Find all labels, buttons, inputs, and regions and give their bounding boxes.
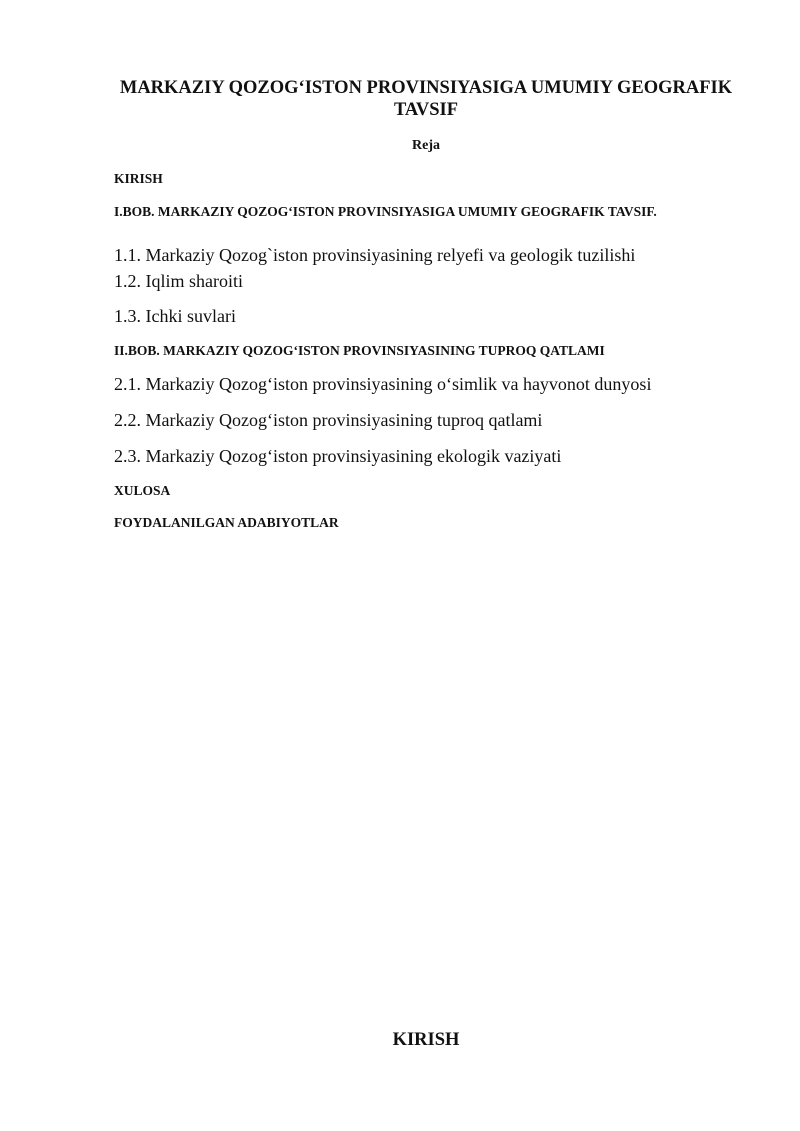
section-heading-intro: KIRISH [392, 1030, 460, 1050]
toc-chapter-2: II.BOB. MARKAZIY QOZOG‘ISTON PROVINSIYASINING TUPROQ QATLAMI [114, 343, 605, 358]
toc-item-2-3: 2.3. Markaziy Qozog‘iston provinsiyasining ekologik vaziyati [114, 446, 562, 466]
toc-intro: KIRISH [114, 171, 163, 186]
toc-item-1-2: 1.2. Iqlim sharoiti [114, 271, 243, 291]
toc-conclusion: XULOSA [114, 483, 171, 498]
plan-label: Reja [412, 138, 440, 153]
toc-item-2-2: 2.2. Markaziy Qozog‘iston provinsiyasining tuproq qatlami [114, 410, 543, 430]
toc-references: FOYDALANILGAN ADABIYOTLAR [114, 515, 339, 530]
toc-chapter-1: I.BOB. MARKAZIY QOZOG‘ISTON PROVINSIYASIGA UMUMIY GEOGRAFIK TAVSIF. [114, 204, 657, 219]
document-title: MARKAZIY QOZOG‘ISTON PROVINSIYASIGA UMUMIY GEOGRAFIK TAVSIF [119, 78, 733, 120]
toc-item-1-3: 1.3. Ichki suvlari [114, 306, 236, 326]
toc-item-1-1: 1.1. Markaziy Qozog`iston provinsiyasining relyefi va geologik tuzilishi [114, 245, 636, 265]
toc-item-2-1: 2.1. Markaziy Qozog‘iston provinsiyasining o‘simlik va hayvonot dunyosi [114, 374, 652, 394]
